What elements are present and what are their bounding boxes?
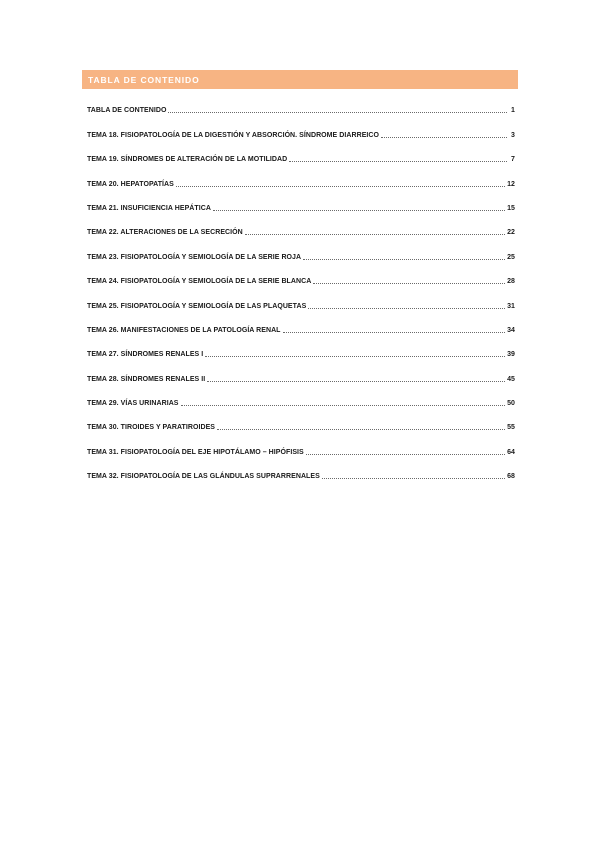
toc-header-bar bbox=[82, 70, 518, 89]
toc-entry-label: TEMA 23. FISIOPATOLOGÍA Y SEMIOLOGÍA DE LA SERIE ROJA bbox=[87, 253, 302, 261]
toc-entry-label: TEMA 22. ALTERACIONES DE LA SECRECIÓN bbox=[87, 229, 243, 237]
toc-entry-tabla-de-contenido[interactable] bbox=[87, 99, 515, 123]
toc-entry-label: TEMA 24. FISIOPATOLOGÍA Y SEMIOLOGÍA DE LA SERIE BLANCA bbox=[87, 278, 312, 286]
toc-page-number: 1 bbox=[511, 107, 515, 115]
toc-entry-label: TEMA 27. SÍNDROMES RENALES I bbox=[87, 351, 204, 359]
toc-page-number: 22 bbox=[507, 229, 515, 237]
dot-leader bbox=[381, 137, 507, 138]
toc-entry-tema-32[interactable] bbox=[87, 465, 515, 489]
dot-leader bbox=[168, 112, 507, 113]
table-of-contents bbox=[87, 99, 515, 489]
toc-page-number: 50 bbox=[507, 400, 515, 408]
toc-entry-label: TEMA 30. TIROIDES Y PARATIROIDES bbox=[87, 424, 216, 432]
toc-entry-label: TEMA 19. SÍNDROMES DE ALTERACIÓN DE LA MOTILIDAD bbox=[87, 156, 288, 164]
toc-entry-label: TABLA DE CONTENIDO bbox=[87, 107, 167, 115]
dot-leader bbox=[322, 478, 505, 479]
dot-leader bbox=[308, 308, 505, 309]
toc-entry-tema-18[interactable] bbox=[87, 123, 515, 147]
toc-entry-tema-30[interactable] bbox=[87, 416, 515, 440]
dot-leader bbox=[283, 332, 506, 333]
toc-page-number: 68 bbox=[507, 473, 515, 481]
toc-page-number: 39 bbox=[507, 351, 515, 359]
toc-entry-label: TEMA 25. FISIOPATOLOGÍA Y SEMIOLOGÍA DE LAS PLAQUETAS bbox=[87, 302, 307, 310]
toc-entry-tema-22[interactable] bbox=[87, 221, 515, 245]
toc-page-number: 55 bbox=[507, 424, 515, 432]
dot-leader bbox=[205, 356, 505, 357]
toc-page-number: 45 bbox=[507, 375, 515, 383]
dot-leader bbox=[303, 259, 505, 260]
toc-page-number: 34 bbox=[507, 326, 515, 334]
toc-entry-tema-19[interactable] bbox=[87, 148, 515, 172]
toc-entry-tema-20[interactable] bbox=[87, 172, 515, 196]
dot-leader bbox=[217, 429, 505, 430]
toc-entry-tema-24[interactable] bbox=[87, 270, 515, 294]
dot-leader bbox=[213, 210, 505, 211]
dot-leader bbox=[289, 161, 507, 162]
toc-entry-tema-25[interactable] bbox=[87, 294, 515, 318]
toc-entry-label: TEMA 32. FISIOPATOLOGÍA DE LAS GLÁNDULAS SUPRARRENALES bbox=[87, 473, 320, 481]
toc-entry-tema-28[interactable] bbox=[87, 367, 515, 391]
toc-entry-label: TEMA 18. FISIOPATOLOGÍA DE LA DIGESTIÓN Y ABSORCIÓN. SÍNDROME DIARREICO bbox=[87, 131, 380, 139]
toc-entry-label: TEMA 26. MANIFESTACIONES DE LA PATOLOGÍA RENAL bbox=[87, 326, 281, 334]
dot-leader bbox=[207, 381, 505, 382]
toc-entry-label: TEMA 31. FISIOPATOLOGÍA DEL EJE HIPOTÁLAMO – HIPÓFISIS bbox=[87, 448, 304, 456]
dot-leader bbox=[181, 405, 506, 406]
toc-page-number: 3 bbox=[511, 131, 515, 139]
toc-page-number: 12 bbox=[507, 180, 515, 188]
toc-page-number: 31 bbox=[507, 302, 515, 310]
dot-leader bbox=[313, 283, 505, 284]
toc-heading: TABLA DE CONTENIDO bbox=[88, 75, 200, 85]
toc-entry-tema-29[interactable] bbox=[87, 392, 515, 416]
dot-leader bbox=[245, 234, 505, 235]
toc-page-number: 7 bbox=[511, 156, 515, 164]
toc-page-number: 15 bbox=[507, 204, 515, 212]
toc-page-number: 28 bbox=[507, 278, 515, 286]
toc-entry-tema-31[interactable] bbox=[87, 440, 515, 464]
toc-entry-tema-21[interactable] bbox=[87, 197, 515, 221]
toc-entry-label: TEMA 28. SÍNDROMES RENALES II bbox=[87, 375, 206, 383]
toc-entry-label: TEMA 29. VÍAS URINARIAS bbox=[87, 400, 179, 408]
toc-entry-label: TEMA 21. INSUFICIENCIA HEPÁTICA bbox=[87, 204, 211, 212]
toc-entry-tema-27[interactable] bbox=[87, 343, 515, 367]
toc-page-number: 64 bbox=[507, 448, 515, 456]
dot-leader bbox=[176, 186, 505, 187]
dot-leader bbox=[306, 454, 505, 455]
toc-page-number: 25 bbox=[507, 253, 515, 261]
toc-entry-label: TEMA 20. HEPATOPATÍAS bbox=[87, 180, 174, 188]
toc-entry-tema-26[interactable] bbox=[87, 319, 515, 343]
toc-entry-tema-23[interactable] bbox=[87, 245, 515, 269]
